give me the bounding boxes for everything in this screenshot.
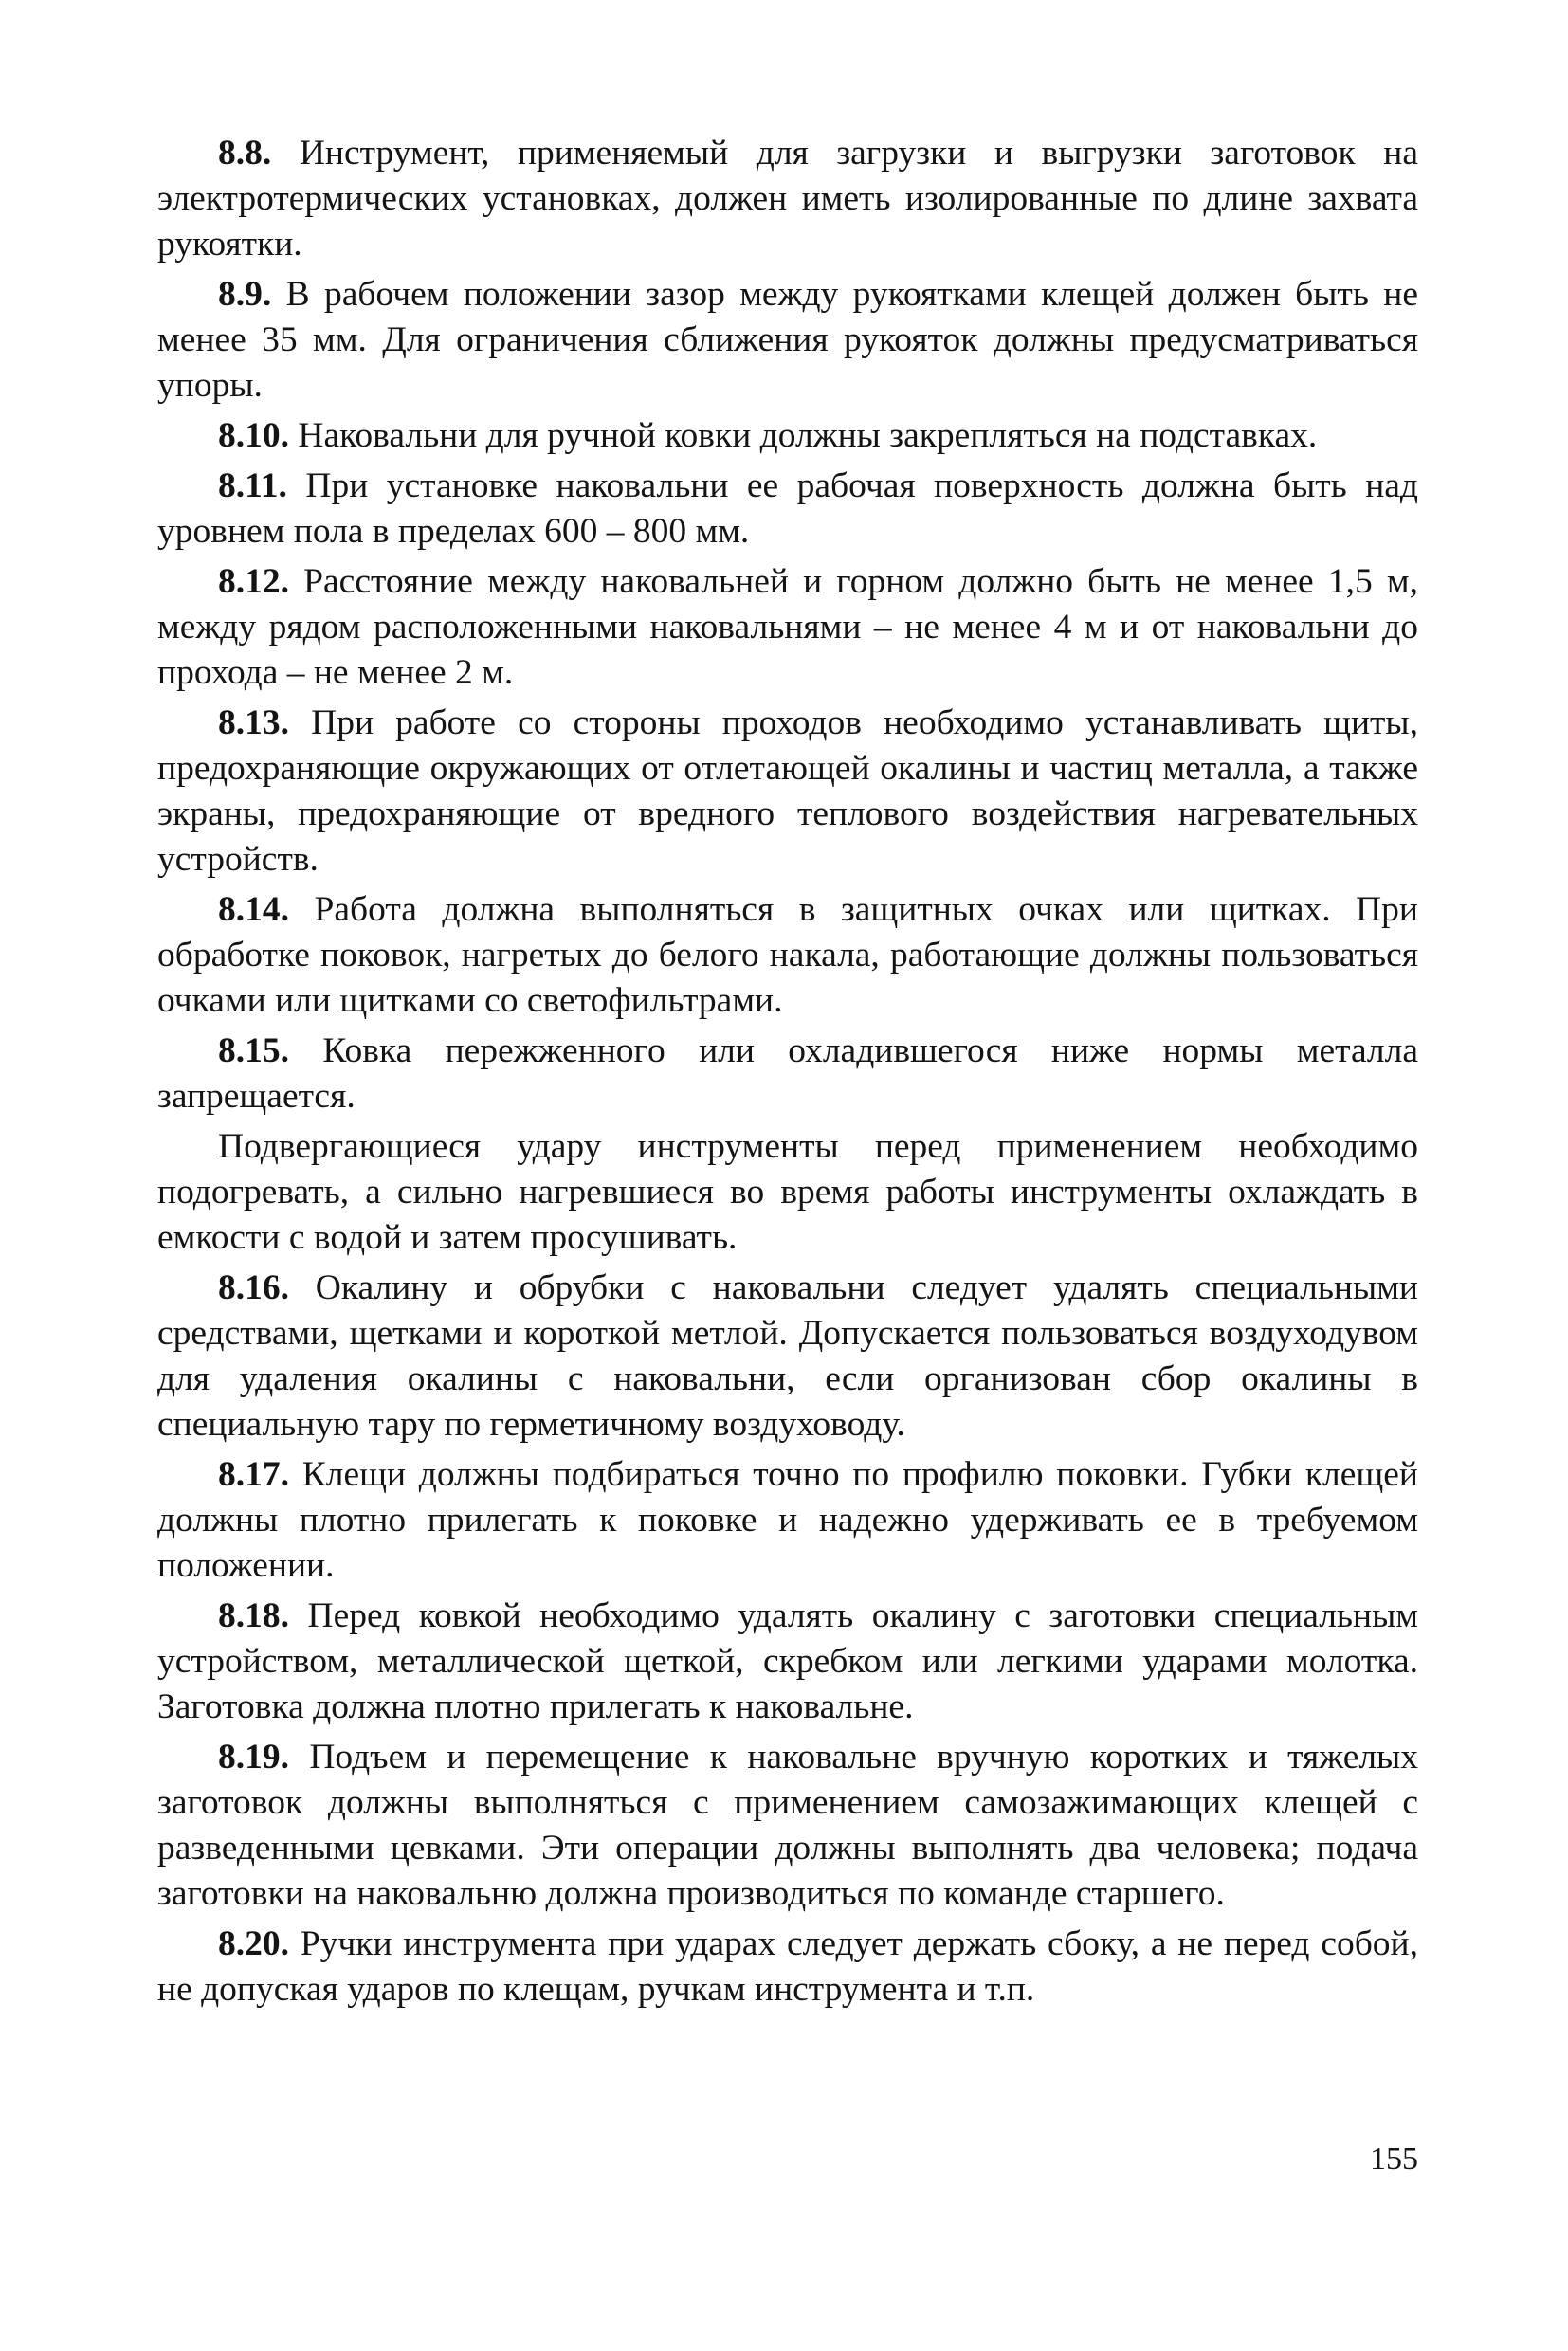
clause-number: 8.18. — [218, 1596, 289, 1635]
paragraph-8-10 — [157, 413, 1418, 459]
clause-text: При установке наковальни ее рабочая поверхность должна быть над уровнем пола в пределах 600 – 800 мм. — [157, 466, 1418, 551]
clause-number: 8.17. — [218, 1455, 289, 1494]
clause-number: 8.13. — [218, 703, 289, 742]
paragraph-8-8 — [157, 131, 1418, 267]
clause-text: Перед ковкой необходимо удалять окалину с заготовки специальным устройством, металлической щеткой, скребком или легкими ударами молотка. Заготовка должна плотно прилегать к наковальне. — [157, 1596, 1419, 1726]
paragraph-8-9 — [157, 272, 1418, 409]
paragraph-8-19 — [157, 1735, 1418, 1917]
clause-number: 8.16. — [218, 1268, 289, 1307]
clause-number: 8.11. — [218, 466, 287, 505]
clause-text: Инструмент, применяемый для загрузки и выгрузки заготовок на электротермических установках, должен иметь изолированные по длине захвата рукоятки. — [157, 134, 1418, 264]
clause-text: В рабочем положении зазор между рукоятками клещей должен быть не менее 35 мм. Для ограничения сближения рукояток должны предусматриваться упоры. — [157, 275, 1418, 405]
clause-text: Наковальни для ручной ковки должны закрепляться на подставках. — [298, 416, 1318, 455]
paragraph-8-14 — [157, 887, 1418, 1024]
clause-text: Ручки инструмента при ударах следует держать сбоку, а не перед собой, не допуская ударов по клещам, ручкам инструмента и т.п. — [157, 1924, 1418, 2009]
clause-text: Подъем и перемещение к наковальне вручную коротких и тяжелых заготовок должны выполняться с применением самозажимающих клещей с разведенными цевками. Эти операции должны выполнять два человека; подача заготовки на наковальню должна производиться по команде старшего. — [157, 1738, 1418, 1913]
clause-number: 8.8. — [218, 134, 272, 173]
clause-number: 8.20. — [218, 1924, 289, 1963]
paragraph-8-13 — [157, 701, 1418, 883]
clause-text: Клещи должны подбираться точно по профилю поковки. Губки клещей должны плотно прилегать к поковке и надежно удерживать ее в требуемом положении. — [157, 1455, 1418, 1585]
paragraph-8-16 — [157, 1266, 1418, 1448]
paragraph-8-20 — [157, 1922, 1418, 2013]
clause-number: 8.12. — [218, 562, 289, 601]
page-number: 155 — [1370, 2141, 1418, 2177]
clause-text: Ковка пережженного или охладившегося ниже нормы металла запрещается. — [157, 1031, 1418, 1116]
body-text — [157, 131, 1418, 2017]
paragraph-8-17 — [157, 1452, 1418, 1589]
clause-text: Работа должна выполняться в защитных очках или щитках. При обработке поковок, нагретых до белого накала, работающие должны пользоваться очками или щитками со светофильтрами. — [157, 890, 1419, 1020]
clause-text: Расстояние между наковальней и горном должно быть не менее 1,5 м, между рядом расположенными наковальнями – не менее 4 м и от наковальни до прохода – не менее 2 м. — [157, 562, 1418, 692]
clause-number: 8.19. — [218, 1738, 289, 1777]
paragraph-8-18 — [157, 1594, 1418, 1730]
clause-number: 8.9. — [218, 275, 272, 314]
paragraph-8-11 — [157, 464, 1418, 555]
clause-number: 8.14. — [218, 890, 289, 929]
clause-number: 8.15. — [218, 1031, 289, 1070]
clause-text: Подвергающиеся удару инструменты перед применением необходимо подогревать, а сильно нагревшиеся во время работы инструменты охлаждать в емкости с водой и затем просушивать. — [157, 1127, 1418, 1257]
clause-text: При работе со стороны проходов необходимо устанавливать щиты, предохраняющие окружающих от отлетающей окалины и частиц металла, а также экраны, предохраняющие от вредного теплового воздействия нагревательных устройств. — [157, 703, 1418, 879]
clause-number: 8.10. — [218, 416, 289, 455]
clause-text: Окалину и обрубки с наковальни следует удалять специальными средствами, щетками и короткой метлой. Допускается пользоваться воздуходувом для удаления окалины с наковальни, если организован сбор окалины в специальную тару по герметичному воздуховоду. — [157, 1268, 1418, 1444]
paragraph-8-12 — [157, 559, 1418, 696]
paragraph-8-15-continued — [157, 1124, 1418, 1261]
paragraph-8-15 — [157, 1029, 1418, 1120]
